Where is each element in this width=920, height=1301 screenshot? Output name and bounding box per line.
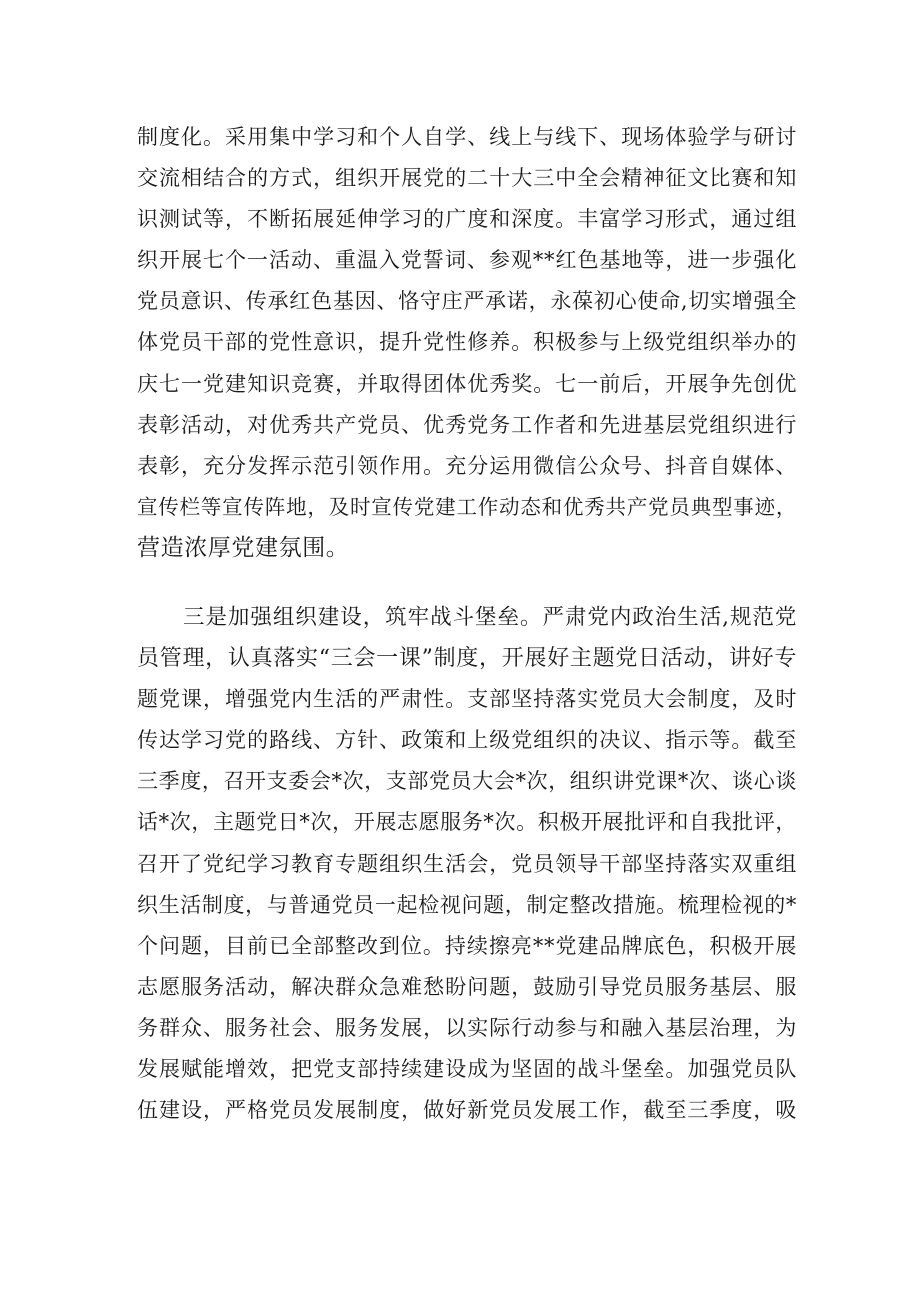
text-line: 话*次，主题党日*次，开展志愿服务*次。积极开展批评和自我批评， xyxy=(137,810,797,835)
text-line: 交流相结合的方式，组织开展党的二十大三中全会精神征文比赛和知 xyxy=(137,166,797,191)
text-line: 表彰活动，对优秀共产党员、优秀党务工作者和先进基层党组织进行 xyxy=(137,412,797,437)
text-line: 发展赋能增效，把党支部持续建设成为坚固的战斗堡垒。加强党员队 xyxy=(137,1057,797,1082)
text-line: 题党课，增强党内生活的严肃性。支部坚持落实党员大会制度，及时 xyxy=(137,687,797,712)
text-line: 党员意识、传承红色基因、恪守庄严承诺，永葆初心使命,切实增强全 xyxy=(137,289,797,314)
text-line-first: 三是加强组织建设，筑牢战斗堡垒。严肃党内政治生活,规范党 xyxy=(183,605,797,630)
paragraph-study-activities xyxy=(137,117,797,569)
text-line: 庆七一党建知识竞赛，并取得团体优秀奖。七一前后，开展争先创优 xyxy=(137,371,797,396)
text-line: 体党员干部的党性意识，提升党性修养。积极参与上级党组织举办的 xyxy=(137,330,797,355)
text-line: 识测试等，不断拓展延伸学习的广度和深度。丰富学习形式，通过组 xyxy=(137,207,797,232)
text-line: 制度化。采用集中学习和个人自学、线上与线下、现场体验学与研讨 xyxy=(137,125,797,149)
text-line: 务群众、服务社会、服务发展，以实际行动参与和融入基层治理，为 xyxy=(137,1015,797,1040)
text-line: 表彰，充分发挥示范引领作用。充分运用微信公众号、抖音自媒体、 xyxy=(137,453,797,478)
text-line: 传达学习党的路线、方针、政策和上级党组织的决议、指示等。截至 xyxy=(137,728,797,753)
text-line: 个问题，目前已全部整改到位。持续擦亮**党建品牌底色，积极开展 xyxy=(137,933,797,958)
text-line-last: 营造浓厚党建氛围。 xyxy=(137,534,350,561)
text-line: 宣传栏等宣传阵地，及时宣传党建工作动态和优秀共产党员典型事迹， xyxy=(137,494,797,519)
text-line: 志愿服务活动，解决群众急难愁盼问题，鼓励引导党员服务基层、服 xyxy=(137,974,797,999)
text-line: 员管理，认真落实“三会一课”制度，开展好主题党日活动，讲好专 xyxy=(137,646,797,672)
text-line: 织开展七个一活动、重温入党誓词、参观**红色基地等，进一步强化 xyxy=(137,248,797,273)
text-line: 伍建设，严格党员发展制度，做好新党员发展工作，截至三季度，吸 xyxy=(137,1098,797,1123)
paragraph-organization-building xyxy=(137,597,797,1131)
text-line: 召开了党纪学习教育专题组织生活会，党员领导干部坚持落实双重组 xyxy=(137,851,797,876)
text-line: 三季度，召开支委会*次，支部党员大会*次，组织讲党课*次、谈心谈 xyxy=(137,769,797,794)
text-line: 织生活制度，与普通党员一起检视问题，制定整改措施。梳理检视的* xyxy=(137,892,797,917)
